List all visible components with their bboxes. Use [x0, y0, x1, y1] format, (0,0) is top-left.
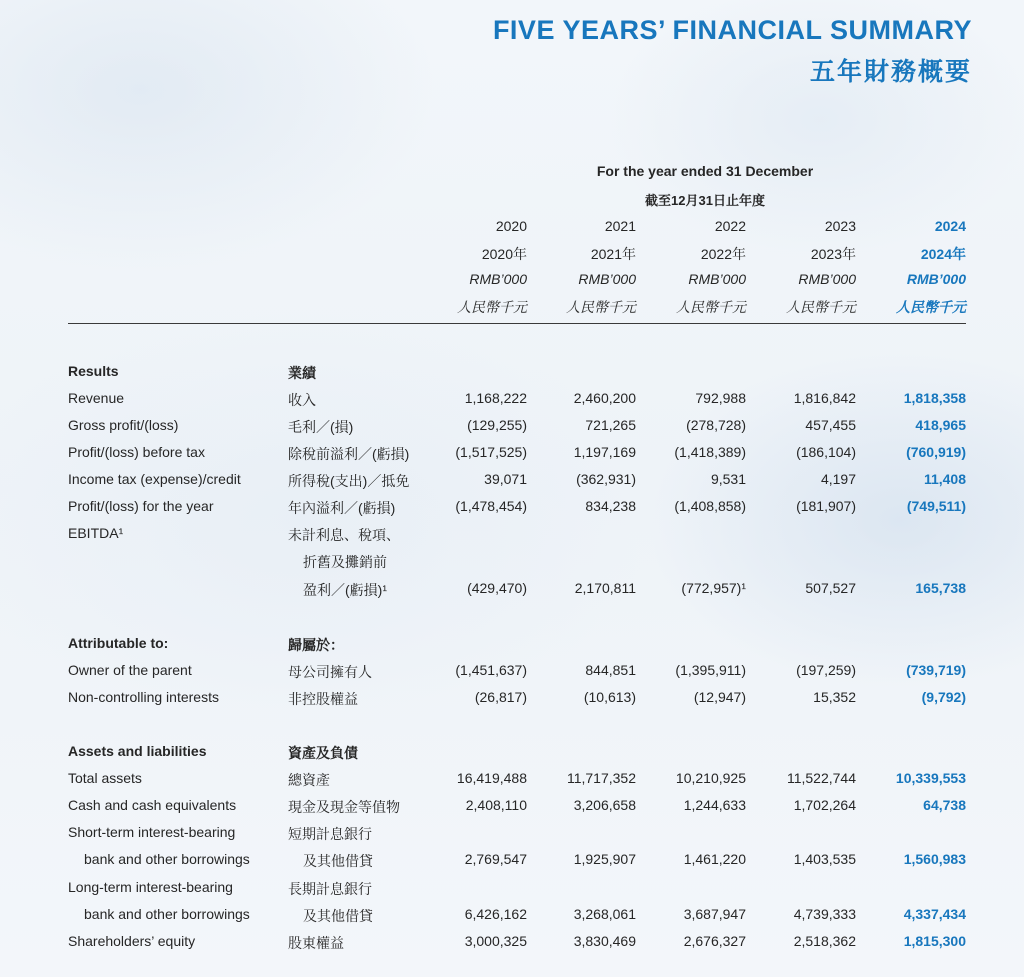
- table-cell: 64,738: [923, 797, 966, 813]
- table-cell: 10,210,925: [675, 770, 746, 786]
- table-cell: 9,531: [710, 471, 746, 487]
- table-cell: (1,408,858): [674, 498, 746, 514]
- column-year-chinese: 2022年: [700, 246, 746, 262]
- row-label-chinese: 除稅前溢利／(虧損): [288, 446, 410, 462]
- table-cell: 39,071: [484, 471, 527, 487]
- table-cell: 457,455: [805, 417, 856, 433]
- table-cell: 15,352: [813, 689, 856, 705]
- column-year: 2022: [714, 218, 746, 234]
- page-title-chinese: 五年財務概要: [809, 58, 972, 86]
- row-label: Cash and cash equivalents: [68, 797, 237, 813]
- table-cell: (1,395,911): [675, 662, 746, 678]
- row-label-chinese: 未計利息、稅項、: [288, 527, 400, 543]
- column-unit-chinese: 人民幣千元: [676, 299, 746, 315]
- column-unit-chinese: 人民幣千元: [457, 299, 527, 315]
- table-cell: (278,728): [686, 417, 746, 433]
- table-cell: 4,739,333: [793, 906, 856, 922]
- table-cell: 1,403,535: [793, 851, 856, 867]
- table-cell: (739,719): [906, 662, 966, 678]
- table-cell: (1,517,525): [455, 444, 527, 460]
- header-divider: [68, 323, 966, 324]
- table-cell: 2,769,547: [464, 851, 527, 867]
- table-cell: 3,206,658: [573, 797, 636, 813]
- table-cell: 6,426,162: [464, 906, 527, 922]
- column-unit-chinese: 人民幣千元: [566, 299, 636, 315]
- row-label: Short-term interest-bearing: [68, 824, 236, 840]
- row-label: Income tax (expense)/credit: [68, 471, 241, 487]
- row-label: Profit/(loss) before tax: [68, 444, 205, 460]
- column-year: 2020: [495, 218, 527, 234]
- column-unit-chinese: 人民幣千元: [786, 299, 856, 315]
- table-cell: 507,527: [805, 580, 856, 596]
- section-heading: Assets and liabilities: [68, 743, 207, 759]
- table-cell: 1,818,358: [903, 390, 966, 406]
- table-cell: 1,560,983: [903, 851, 966, 867]
- table-cell: 1,925,907: [573, 851, 636, 867]
- row-label: Gross profit/(loss): [68, 417, 179, 433]
- table-cell: 2,170,811: [574, 580, 636, 596]
- row-label: EBITDA¹: [68, 525, 124, 541]
- table-cell: 721,265: [585, 417, 636, 433]
- row-label-chinese: 股東權益: [288, 935, 344, 951]
- table-cell: 2,408,110: [465, 797, 527, 813]
- table-cell: 4,197: [820, 471, 856, 487]
- row-label-chinese: 年內溢利／(虧損): [288, 500, 396, 516]
- row-label-chinese: 所得稅(支出)／抵免: [288, 473, 410, 489]
- table-cell: (1,451,637): [455, 662, 527, 678]
- row-label-chinese: 非控股權益: [288, 691, 358, 707]
- table-cell: (10,613): [583, 689, 636, 705]
- table-cell: (9,792): [921, 689, 966, 705]
- column-year-chinese: 2024年: [920, 246, 966, 262]
- column-year-chinese: 2021年: [590, 246, 636, 262]
- table-cell: (760,919): [906, 444, 966, 460]
- table-cell: 11,717,352: [566, 770, 636, 786]
- row-label-chinese: 長期計息銀行: [288, 881, 372, 897]
- column-unit: RMB’000: [906, 271, 966, 287]
- table-cell: 3,687,947: [683, 906, 746, 922]
- table-cell: (429,470): [467, 580, 527, 596]
- table-cell: 3,000,325: [464, 933, 527, 949]
- table-cell: 834,238: [585, 498, 636, 514]
- table-cell: (772,957)¹: [681, 580, 746, 596]
- table-cell: 418,965: [915, 417, 966, 433]
- row-label-chinese: 現金及現金等值物: [288, 799, 400, 815]
- row-label: Profit/(loss) for the year: [68, 498, 214, 514]
- row-label: bank and other borrowings: [84, 906, 250, 922]
- table-cell: 2,676,327: [683, 933, 746, 949]
- table-cell: 3,830,469: [573, 933, 636, 949]
- column-unit: RMB’000: [469, 271, 527, 287]
- section-heading-chinese: 歸屬於：: [288, 637, 344, 653]
- column-unit: RMB’000: [578, 271, 636, 287]
- row-label-chinese: 盈利／(虧損)¹: [303, 582, 387, 598]
- column-year-chinese: 2023年: [810, 246, 856, 262]
- section-heading-chinese: 業績: [288, 365, 316, 381]
- table-cell: 3,268,061: [573, 906, 636, 922]
- column-unit: RMB’000: [688, 271, 746, 287]
- row-label-chinese: 及其他借貸: [303, 908, 373, 924]
- table-cell: 11,408: [923, 471, 966, 487]
- table-cell: 792,988: [695, 390, 746, 406]
- column-year: 2024: [934, 218, 966, 234]
- column-year: 2021: [604, 218, 636, 234]
- row-label: Total assets: [68, 770, 142, 786]
- page-title: FIVE YEARS’ FINANCIAL SUMMARY: [492, 15, 972, 45]
- table-cell: 1,816,842: [793, 390, 856, 406]
- table-cell: 10,339,553: [895, 770, 966, 786]
- table-cell: (129,255): [467, 417, 527, 433]
- table-cell: (12,947): [693, 689, 746, 705]
- table-cell: 16,419,488: [456, 770, 527, 786]
- section-heading: Attributable to:: [68, 635, 169, 651]
- row-label-chinese: 折舊及攤銷前: [303, 554, 387, 570]
- period-heading-chinese: 截至12月31日止年度: [645, 193, 765, 208]
- table-cell: (26,817): [474, 689, 527, 705]
- row-label-chinese: 短期計息銀行: [288, 826, 372, 842]
- column-year-chinese: 2020年: [481, 246, 527, 262]
- row-label-chinese: 母公司擁有人: [288, 664, 372, 680]
- table-cell: 4,337,434: [903, 906, 966, 922]
- row-label-chinese: 總資產: [288, 772, 330, 788]
- section-heading: Results: [68, 363, 119, 379]
- period-heading: For the year ended 31 December: [596, 163, 814, 179]
- row-label: Shareholders’ equity: [68, 933, 196, 949]
- table-cell: (362,931): [576, 471, 636, 487]
- table-cell: 1,702,264: [793, 797, 856, 813]
- table-cell: (1,418,389): [674, 444, 746, 460]
- table-cell: 2,460,200: [573, 390, 636, 406]
- table-cell: 1,461,220: [683, 851, 746, 867]
- row-label: Non-controlling interests: [68, 689, 219, 705]
- row-label: Long-term interest-bearing: [68, 879, 233, 895]
- row-label-chinese: 及其他借貸: [303, 853, 373, 869]
- table-cell: (186,104): [796, 444, 856, 460]
- row-label-chinese: 收入: [288, 392, 316, 408]
- column-unit-chinese: 人民幣千元: [896, 299, 966, 315]
- column-year: 2023: [824, 218, 856, 234]
- table-cell: (197,259): [796, 662, 856, 678]
- section-heading-chinese: 資產及負債: [288, 745, 358, 761]
- table-cell: 1,815,300: [903, 933, 966, 949]
- row-label: Owner of the parent: [68, 662, 192, 678]
- row-label: bank and other borrowings: [84, 851, 250, 867]
- table-cell: 2,518,362: [793, 933, 856, 949]
- table-cell: (1,478,454): [455, 498, 527, 514]
- table-cell: (749,511): [906, 498, 966, 514]
- table-cell: 165,738: [915, 580, 966, 596]
- column-unit: RMB’000: [798, 271, 856, 287]
- table-cell: 1,197,169: [573, 444, 636, 460]
- table-cell: (181,907): [796, 498, 856, 514]
- table-cell: 1,244,633: [683, 797, 746, 813]
- row-label-chinese: 毛利／(損): [288, 419, 354, 435]
- row-label: Revenue: [68, 390, 125, 406]
- table-cell: 11,522,744: [786, 770, 856, 786]
- table-cell: 844,851: [585, 662, 636, 678]
- table-cell: 1,168,222: [464, 390, 527, 406]
